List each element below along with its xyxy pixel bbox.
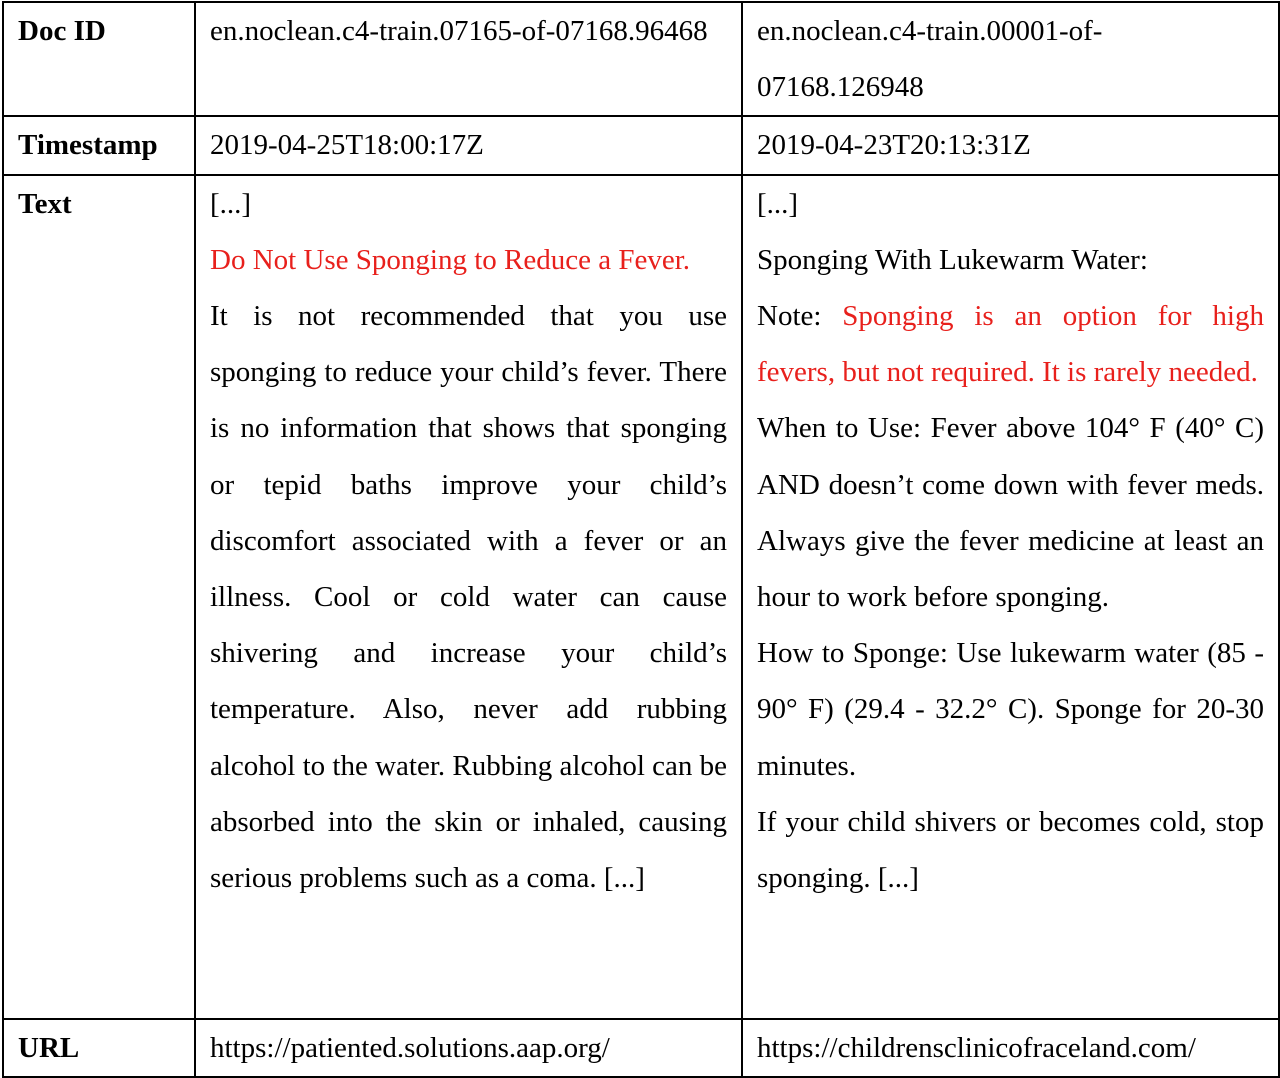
text-right-note (757, 288, 1264, 400)
label-url: URL (3, 1019, 195, 1077)
text-right-heading: Sponging With Lukewarm Water: (757, 243, 1148, 276)
text-right (742, 175, 1279, 1019)
row-doc-id (3, 2, 1279, 116)
doc-id-left: en.noclean.c4-train.07165-of-07168.96468 (195, 2, 742, 116)
url-left: https://patiented.solutions.aap.org/ (195, 1019, 742, 1077)
text-right-note-prefix: Note: (757, 300, 843, 333)
row-url (3, 1019, 1279, 1077)
row-text (3, 175, 1279, 1019)
label-text: Text (3, 175, 195, 1019)
text-right-ellipsis: [...] (757, 187, 799, 220)
text-left-highlight: Do Not Use Sponging to Reduce a Fever. (210, 243, 691, 276)
label-doc-id: Doc ID (3, 2, 195, 116)
text-right-how: How to Sponge: Use lukewarm water (85 - 90° F) (29.4 - 32.2° C). Sponge for 20-30 minutes. (757, 637, 1264, 782)
timestamp-left: 2019-04-25T18:00:17Z (195, 116, 742, 174)
text-right-highlight: Sponging is an option for high fevers, but not required. It is rarely needed. (757, 300, 1264, 389)
timestamp-right: 2019-04-23T20:13:31Z (742, 116, 1279, 174)
text-left (195, 175, 742, 1019)
text-right-stop: If your child shivers or becomes cold, stop sponging. [...] (757, 805, 1264, 895)
doc-id-right: en.noclean.c4-train.00001-of-07168.126948 (742, 2, 1279, 116)
text-right-when: When to Use: Fever above 104° F (40° C) AND doesn’t come down with fever meds. Always give the fever medicine at least an hour to work before sponging. (757, 412, 1264, 614)
text-left-body: It is not recommended that you use sponging to reduce your child’s fever. There is no information that shows that sponging or tepid baths improve your child’s discomfort associated with a fever or an illness. Cool or cold water can cause shivering and increase your child’s temperature. Also, never add rubbing alcohol to the water. Rubbing alcohol can be absorbed into the skin or inhaled, causing serious problems such as a coma. [...] (210, 300, 728, 895)
text-left-ellipsis: [...] (210, 187, 252, 220)
label-timestamp: Timestamp (3, 116, 195, 174)
comparison-table (2, 1, 1280, 1078)
url-right: https://childrensclinicofraceland.com/ (742, 1019, 1279, 1077)
row-timestamp (3, 116, 1279, 174)
